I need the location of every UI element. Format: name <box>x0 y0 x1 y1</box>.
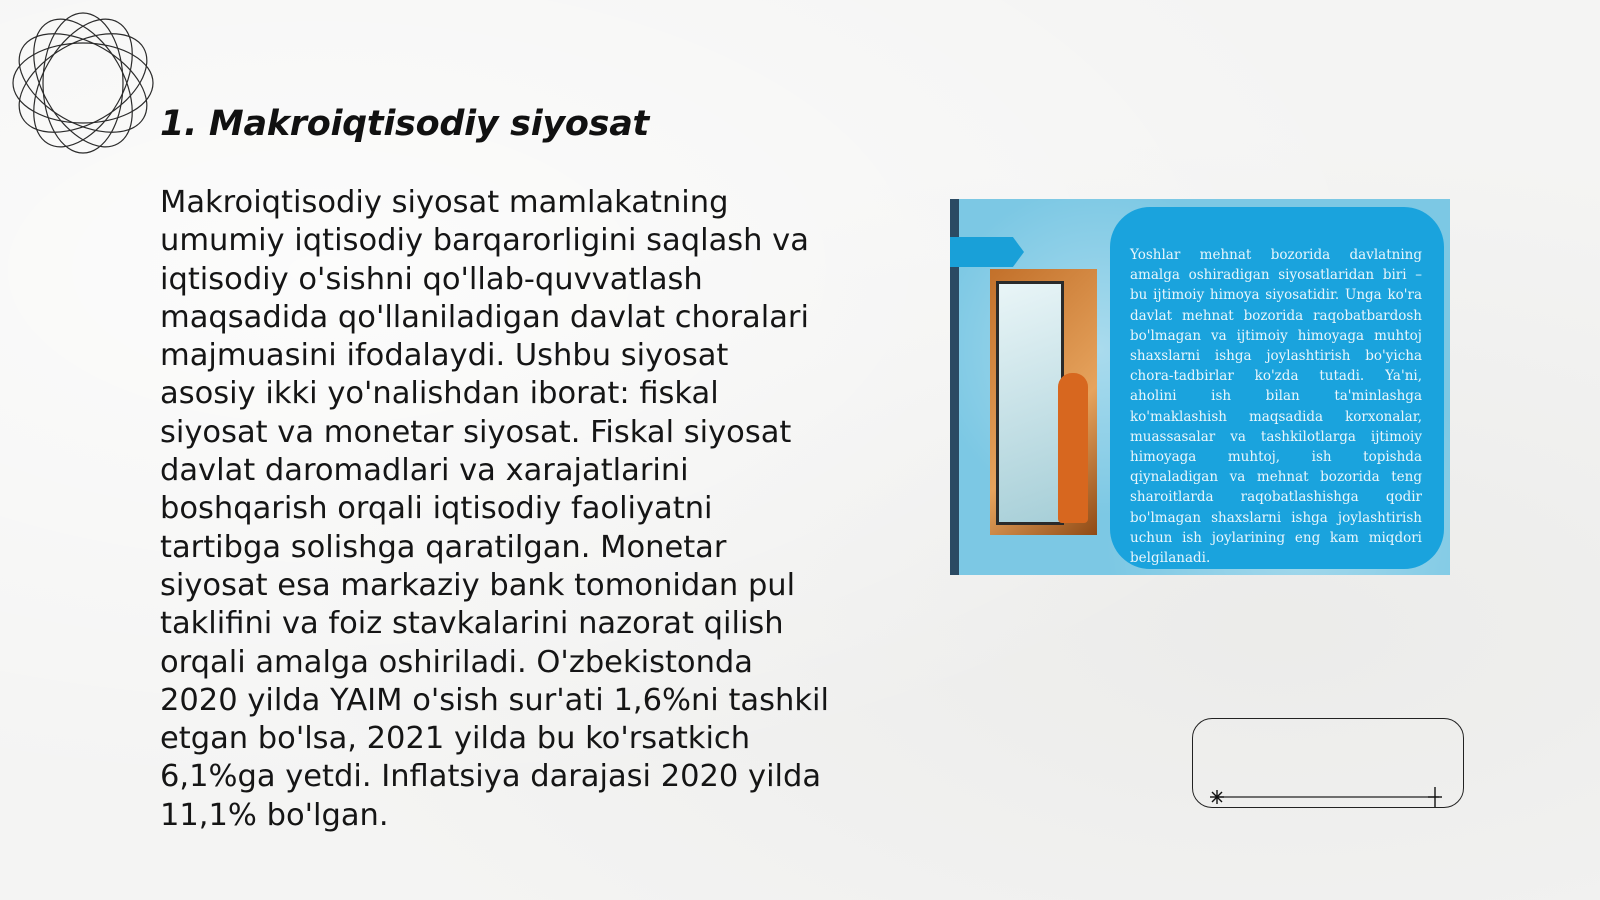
interlocking-rings-icon <box>8 8 158 158</box>
line-with-stars-icon <box>1213 787 1443 807</box>
photo-whiteboard <box>996 281 1064 525</box>
figure-caption: Yoshlar mehnat bozorida davlatning amalga oshiradigan siyosatlaridan biri – bu ijtimoiy himoya siyosatidir. Unga ko'ra davlat mehnat bozorida raqobatbardosh bo'lmagan va ijtimoiy himoyaga muhtoj shaxslarni ishga joylashtirish bo'yicha chora-tadbirlar ko'zda tutadi. Ya'ni, aholini ish bilan ta'minlashga ko'maklashish maqsadida korxonalar, muassasalar va tashkilotlarga ijtimoiy himoyaga muhtoj, ish topishda qiynaladigan va mehnat bozorida teng sharoitlarda raqobatlashishga qodir bo'lmagan shaxslarni ishga joylashtirish uchun ish joylarining eng kam miqdori belgilanadi. <box>1130 247 1422 567</box>
figure-photo <box>990 269 1097 535</box>
figure-text-bubble <box>1110 207 1444 569</box>
slide-title: 1. Makroiqtisodiy siyosat <box>160 104 649 144</box>
figure-arrow-tab <box>950 237 1024 267</box>
photo-person <box>1058 373 1088 523</box>
body-paragraph: Makroiqtisodiy siyosat mamlakatning umumiy iqtisodiy barqarorligini saqlash va iqtisodiy o'sishni qo'llab-quvvatlash maqsadida qo'llaniladigan davlat choralari majmuasini ifodalaydi. Ushbu siyosat asosiy ikki yo'nalishdan iborat: fiskal siyosat va monetar siyosat. Fiskal siyosat davlat daromadlari va xarajatlarini boshqarish orqali iqtisodiy faoliyatni tartibga solishga qaratilgan. Monetar siyosat esa markaziy bank tomonidan pul taklifini va foiz stavkalarini nazorat qilish orqali amalga oshiriladi. O'zbekistonda 2020 yilda YAIM o'sish sur'ati 1,6%ni tashkil etgan bo'lsa, 2021 yilda bu ko'rsatkich 6,1%ga yetdi. Inflatsiya darajasi 2020 yilda 11,1% bo'lgan. <box>160 185 829 833</box>
infographic-figure <box>950 199 1450 575</box>
footer-decoration-box <box>1192 718 1464 808</box>
